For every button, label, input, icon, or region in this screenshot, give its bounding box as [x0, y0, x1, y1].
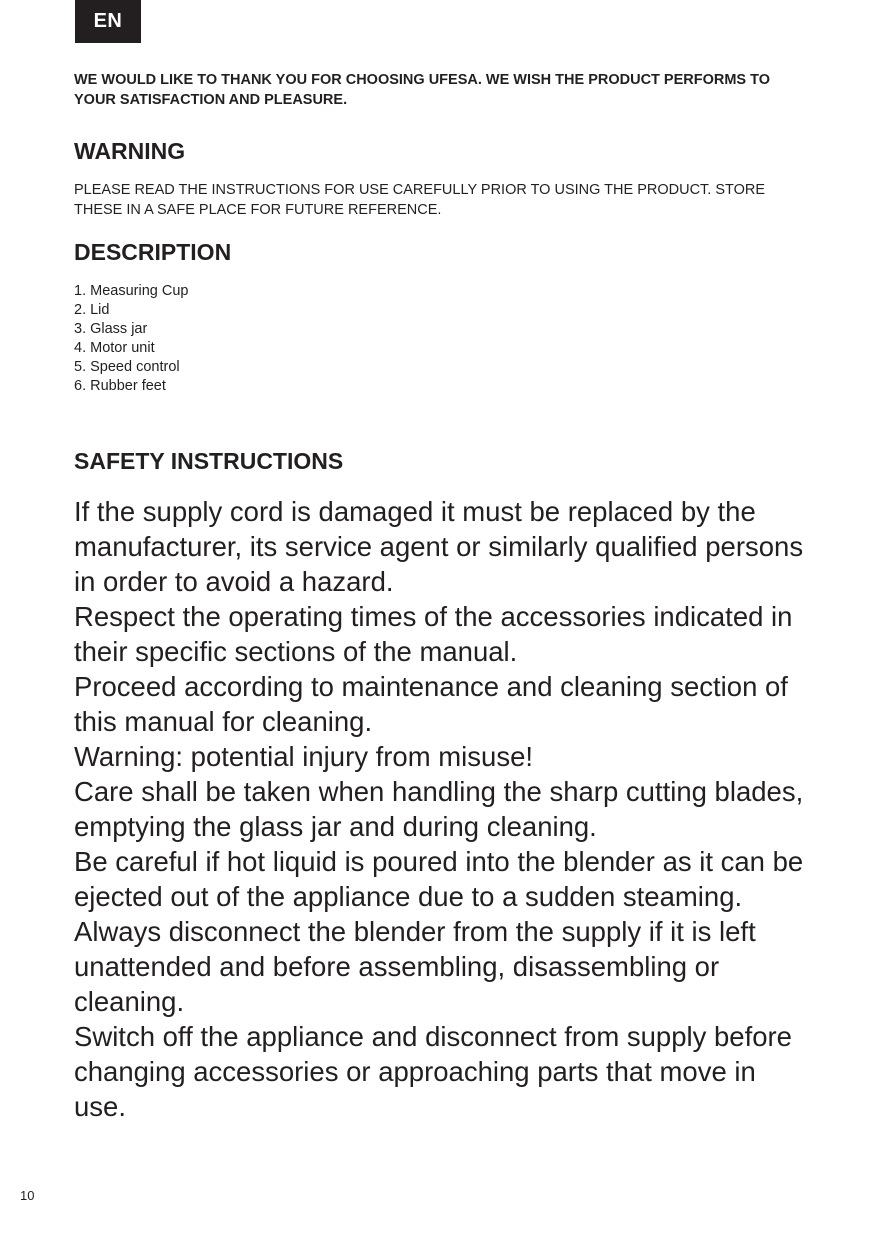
safety-instruction: Warning: potential injury from misuse!: [74, 741, 534, 772]
safety-instruction: Care shall be taken when handling the sharp cutting blades, emptying the glass jar and during cleaning.: [74, 776, 804, 842]
safety-instruction: Proceed according to maintenance and cleaning section of this manual for cleaning.: [74, 671, 788, 737]
safety-instruction: Switch off the appliance and disconnect from supply before changing accessories or approaching parts that move in use.: [74, 1021, 792, 1122]
description-item: 2. Lid: [74, 302, 110, 318]
description-item: 4. Motor unit: [74, 340, 155, 356]
safety-instruction: If the supply cord is damaged it must be replaced by the manufacturer, its service agent or similarly qualified persons in order to avoid a hazard.: [74, 496, 804, 597]
warning-text: PLEASE READ THE INSTRUCTIONS FOR USE CAREFULLY PRIOR TO USING THE PRODUCT. STORE THESE IN A SAFE PLACE FOR FUTURE REFERENCE.: [74, 182, 766, 218]
safety-instruction: Be careful if hot liquid is poured into the blender as it can be ejected out of the appliance due to a sudden steaming.: [74, 846, 804, 912]
safety-instruction: Respect the operating times of the accessories indicated in their specific sections of the manual.: [74, 601, 793, 667]
safety-instruction: Always disconnect the blender from the supply if it is left unattended and before assembling, disassembling or cleaning.: [74, 916, 756, 1017]
description-list: [74, 282, 814, 396]
description-item: 5. Speed control: [74, 359, 180, 375]
description-heading: DESCRIPTION: [74, 239, 232, 265]
description-item: 1. Measuring Cup: [74, 283, 189, 299]
description-item: 3. Glass jar: [74, 321, 148, 337]
page-content: [74, 71, 814, 1124]
page-number: 10: [20, 1188, 35, 1203]
warning-heading: WARNING: [74, 138, 186, 164]
intro-text: WE WOULD LIKE TO THANK YOU FOR CHOOSING UFESA. WE WISH THE PRODUCT PERFORMS TO YOUR SATISFACTION AND PLEASURE.: [74, 72, 771, 108]
safety-heading: SAFETY INSTRUCTIONS: [74, 448, 344, 474]
language-tab: EN: [75, 0, 141, 43]
description-item: 6. Rubber feet: [74, 378, 166, 394]
safety-instructions-list: [74, 494, 804, 1124]
